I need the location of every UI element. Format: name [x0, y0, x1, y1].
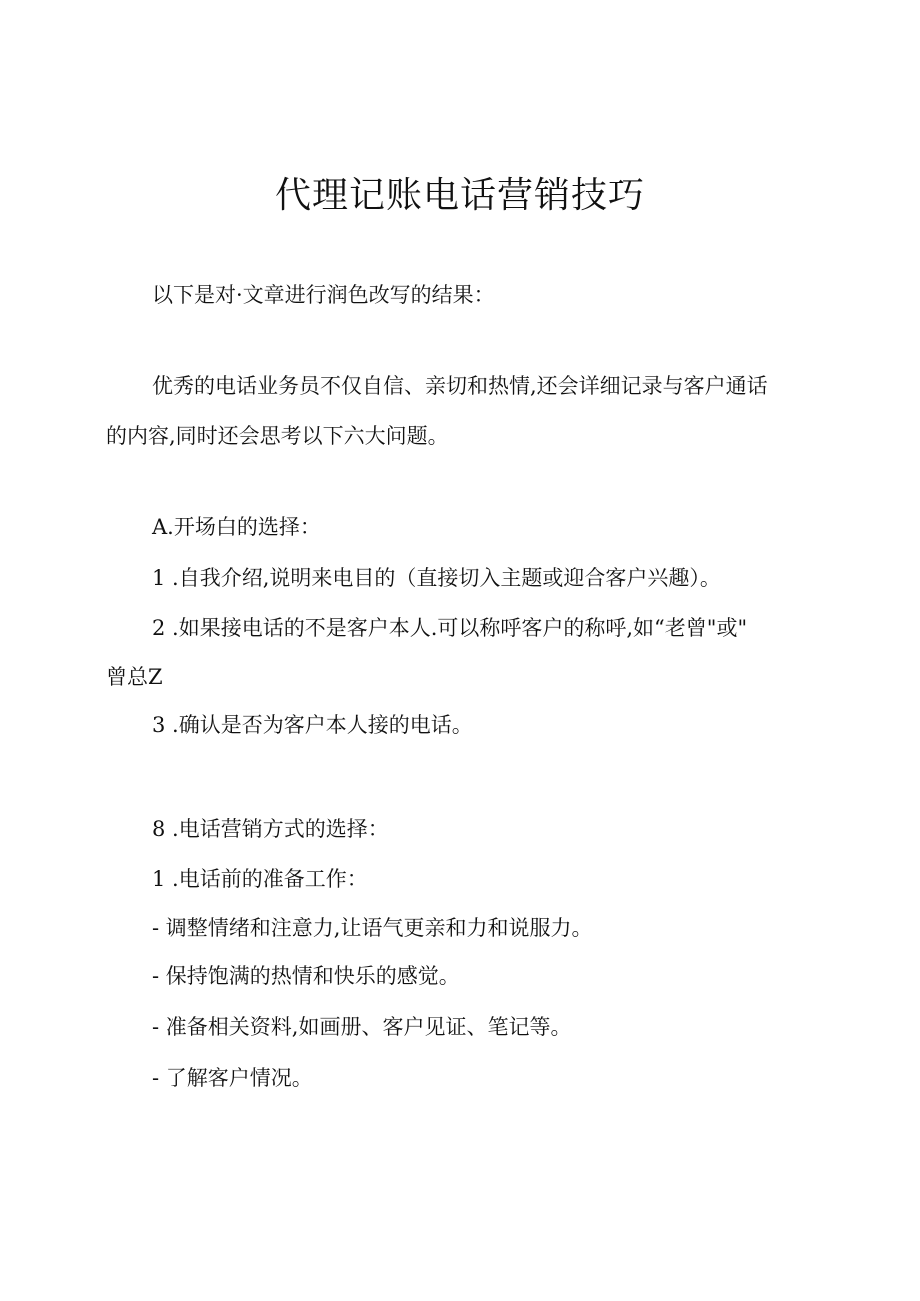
section-a-heading: A.开场白的选择： — [152, 515, 321, 539]
section-b-heading: 8 .电话营销方式的选择： — [152, 817, 389, 841]
section-a-item-2: 2 .如果接电话的不是客户本人.可以称呼客户的称呼,如“老曾"或" — [152, 616, 748, 640]
intro-text: 以下是对·文章进行润色改写的结果： — [152, 283, 495, 307]
paragraph-line-2: 的内容,同时还会思考以下六大问题。 — [106, 424, 449, 448]
section-a-item-1: 1 .自我介绍,说明来电目的（直接切入主题或迎合客户兴趣）。 — [152, 566, 721, 590]
paragraph-line-1: 优秀的电话业务员不仅自信、亲切和热情,还会详细记录与客户通话 — [152, 374, 768, 398]
bullet-item-2: - 保持饱满的热情和快乐的感觉。 — [152, 964, 460, 988]
bullet-item-3: - 准备相关资料,如画册、客户见证、笔记等。 — [152, 1015, 572, 1039]
bullet-item-4: - 了解客户情况。 — [152, 1066, 313, 1090]
section-a-item-2-continued: 曾总Z — [106, 665, 163, 689]
section-b-item-1: 1 .电话前的准备工作： — [152, 867, 368, 891]
bullet-item-1: - 调整情绪和注意力,让语气更亲和力和说服力。 — [152, 916, 593, 940]
section-a-item-3: 3 .确认是否为客户本人接的电话。 — [152, 713, 473, 737]
page-title: 代理记账电话营销技巧 — [274, 175, 645, 216]
